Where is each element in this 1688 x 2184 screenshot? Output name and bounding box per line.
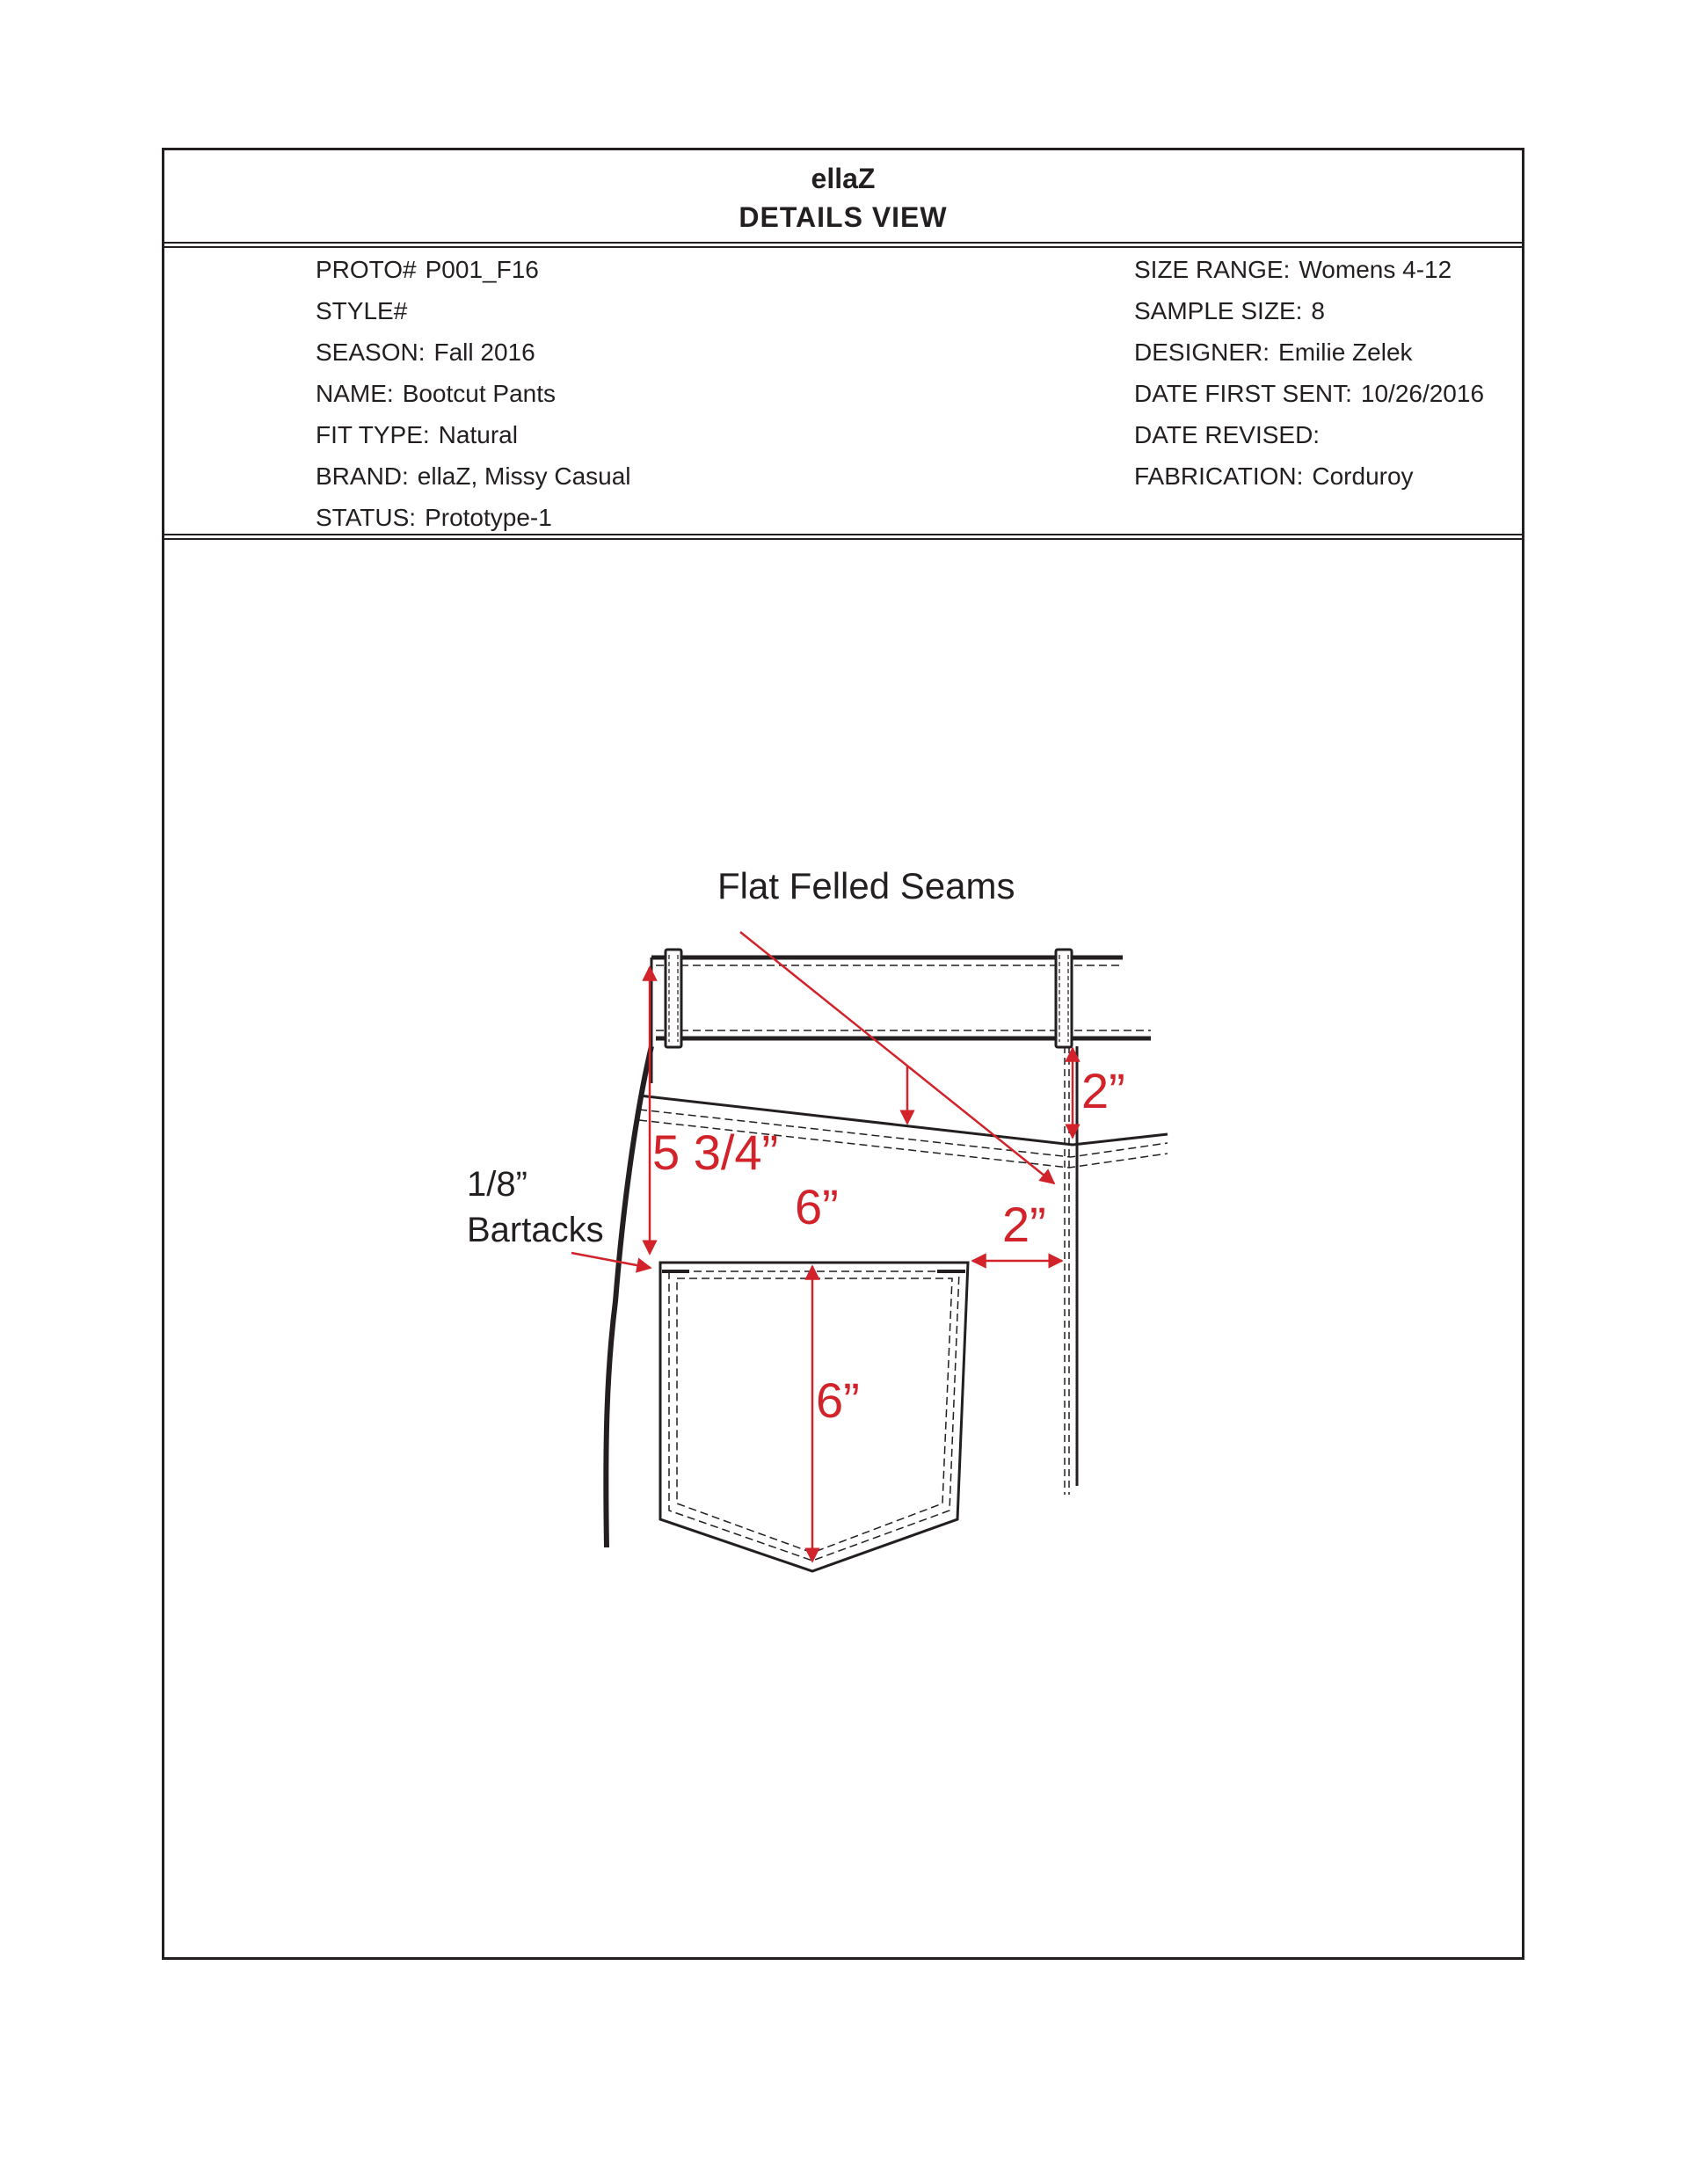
info-row-sample-size: SAMPLE SIZE: 8 [1134, 297, 1325, 324]
dim-pocket-from-waist: 5 3/4” [652, 1125, 779, 1180]
belt-loop-left [666, 950, 681, 1047]
info-row-fit-type: FIT TYPE: Natural [316, 421, 518, 448]
info-row-proto: PROTO# P001_F16 [316, 256, 539, 283]
side-seam [606, 1046, 651, 1547]
info-row-style: STYLE# [316, 297, 408, 324]
info-row-date-first-sent: DATE FIRST SENT: 10/26/2016 [1134, 380, 1485, 407]
back-pocket [660, 1263, 968, 1571]
view-title: DETAILS VIEW [738, 201, 948, 233]
info-row-designer: DESIGNER: Emilie Zelek [1134, 339, 1413, 366]
info-row-season: SEASON: Fall 2016 [316, 339, 535, 366]
info-row-brand: BRAND: ellaZ, Missy Casual [316, 462, 631, 490]
info-row-status: STATUS: Prototype-1 [316, 504, 552, 531]
dim-pocket-height: 6” [816, 1372, 860, 1428]
callout-flat-felled-seams: Flat Felled Seams [717, 865, 1015, 906]
callout-bartacks: Bartacks [467, 1211, 604, 1249]
dim-pocket-width: 6” [795, 1179, 839, 1234]
info-row-name: NAME: Bootcut Pants [316, 380, 557, 407]
dim-pocket-from-seam: 2” [1002, 1197, 1046, 1252]
info-row-date-revised: DATE REVISED: [1134, 421, 1321, 448]
brand-title: ellaZ [811, 163, 876, 194]
info-row-size-range: SIZE RANGE: Womens 4-12 [1134, 256, 1452, 283]
callout-bartack-size: 1/8” [467, 1165, 528, 1204]
info-row-fabrication: FABRICATION: Corduroy [1134, 462, 1414, 490]
belt-loop-right [1056, 950, 1072, 1047]
center-back-seam [1065, 1046, 1077, 1495]
dim-yoke-depth: 2” [1081, 1063, 1125, 1118]
